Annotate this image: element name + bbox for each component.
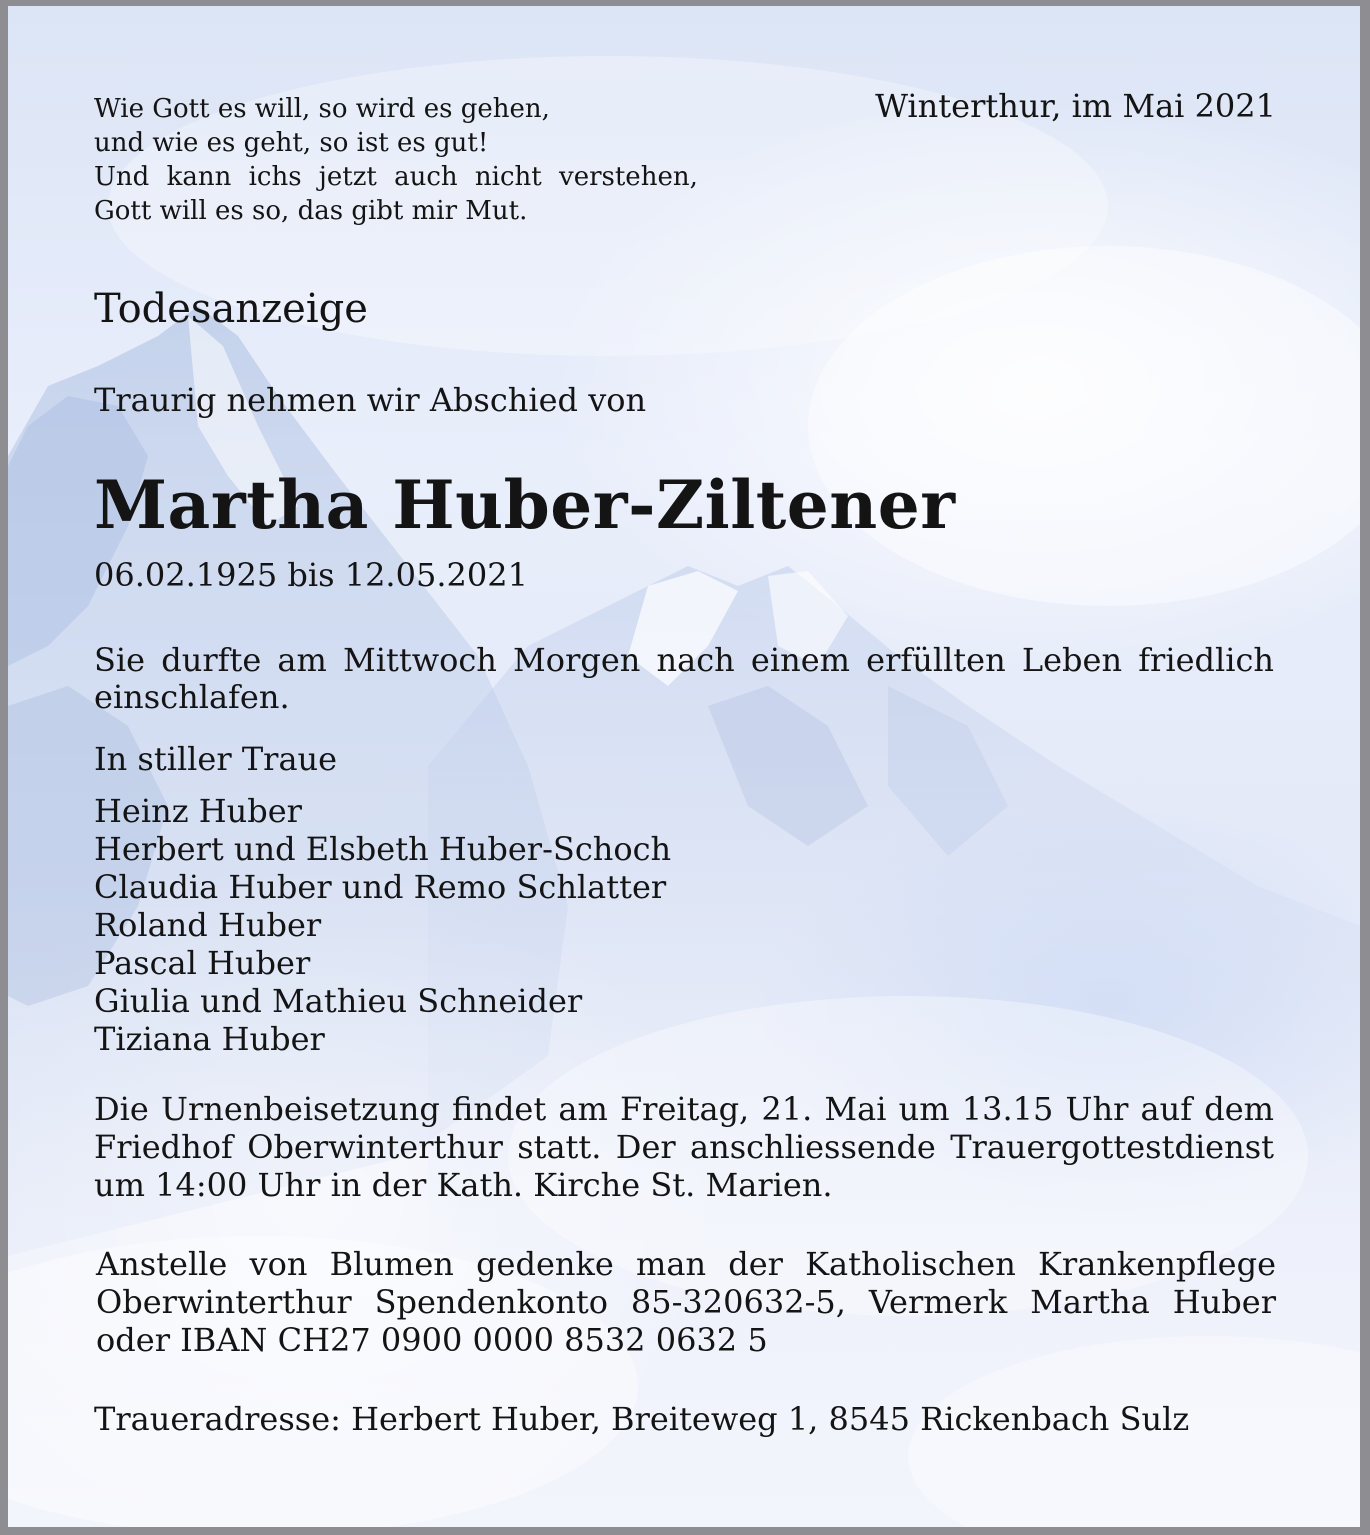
mourners-list (94, 792, 671, 1058)
motto-line: Gott will es so, das gibt mir Mut. (94, 196, 528, 226)
deceased-name: Martha Huber-Ziltener (94, 466, 956, 544)
motto-line: Wie Gott es will, so wird es gehen, (94, 94, 550, 124)
passing-text: Sie durfte am Mittwoch Morgen nach einem erfüllten Leben friedlich einschlafen. (94, 641, 1274, 716)
obituary-notice (8, 6, 1360, 1527)
mourning-heading: In stiller Traue (94, 740, 338, 778)
ceremony-info: Die Urnenbeisetzung findet am Freitag, 21. Mai um 13.15 Uhr auf dem Friedhof Oberwinterthur statt. Der anschliessende Trauergottestdienst um 14:00 Uhr in der Kath. Kirche St. Marien. (94, 1090, 1274, 1204)
mourner-name: Giulia und Mathieu Schneider (94, 982, 583, 1020)
mourner-name: Claudia Huber und Remo Schlatter (94, 868, 667, 906)
motto-line: Und kann ichs jetzt auch nicht verstehen, (94, 162, 698, 192)
mourning-address: Traueradresse: Herbert Huber, Breiteweg 1, 8545 Rickenbach Sulz (94, 1400, 1190, 1438)
motto-line: und wie es geht, so ist es gut! (94, 128, 489, 158)
notice-title: Todesanzeige (94, 286, 368, 332)
life-dates: 06.02.1925 bis 12.05.2021 (94, 556, 528, 594)
mourner-name: Roland Huber (94, 906, 322, 944)
motto-verse (94, 92, 698, 228)
donation-info: Anstelle von Blumen gedenke man der Katholischen Krankenpflege Oberwinterthur Spendenkonto 85-320632-5, Vermerk Martha Huber oder IBAN CH27 0900 0000 8532 0632 5 (96, 1245, 1276, 1359)
mourner-name: Tiziana Huber (94, 1020, 325, 1058)
intro-line: Traurig nehmen wir Abschied von (94, 381, 647, 419)
mourner-name: Herbert und Elsbeth Huber-Schoch (94, 830, 672, 868)
place-and-date: Winterthur, im Mai 2021 (875, 87, 1276, 125)
mourner-name: Pascal Huber (94, 944, 311, 982)
mourner-name: Heinz Huber (94, 792, 302, 830)
